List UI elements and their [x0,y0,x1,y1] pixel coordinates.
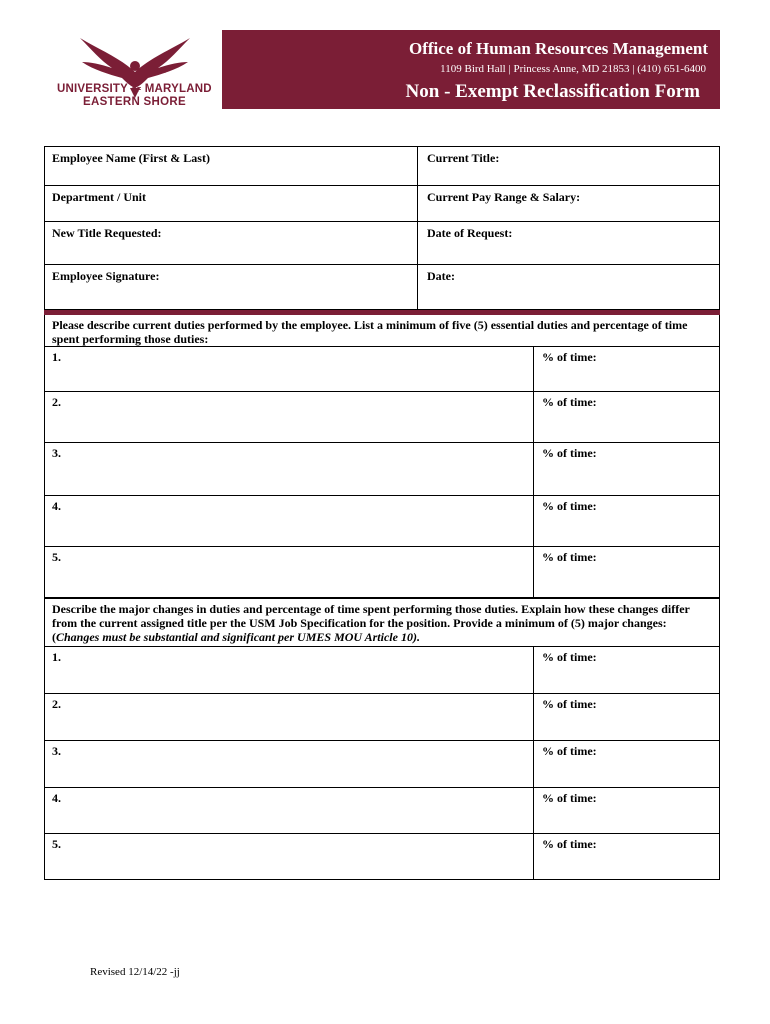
percent-of-time-field[interactable]: % of time: [533,741,720,787]
change-number: 3. [52,744,61,758]
current-pay-field[interactable]: Current Pay Range & Salary: [427,190,581,204]
current-duty-row [45,442,719,495]
percent-of-time-field[interactable]: % of time: [533,834,720,880]
form-title: Non - Exempt Reclassification Form [405,81,700,102]
logo-word-of: OF [131,87,142,94]
percent-of-time-field[interactable]: % of time: [533,443,720,495]
current-duties-instructions: Please describe current duties performed by the employee. List a minimum of five (5) essential duties and percentage of time spent performing those duties: [52,318,688,346]
change-number: 1. [52,650,61,664]
employee-signature-field[interactable]: Employee Signature: [45,265,418,311]
employee-info-table [44,146,720,310]
duty-number: 2. [52,395,61,409]
logo-text-eastern-shore: EASTERN SHORE [83,96,186,108]
current-duty-row [45,495,719,546]
change-number: 4. [52,791,61,805]
current-duty-row [45,346,719,391]
info-row-department [45,186,719,222]
current-duty-row [45,546,719,598]
info-row-new-title [45,222,719,265]
major-change-row [45,646,719,693]
change-number: 2. [52,697,61,711]
major-changes-section [44,598,720,880]
major-change-row [45,833,719,880]
date-of-request-field[interactable]: Date of Request: [427,226,513,240]
info-row-name [45,147,719,186]
percent-of-time-field[interactable]: % of time: [533,547,720,598]
percent-of-time-field[interactable]: % of time: [533,647,720,693]
duty-number: 5. [52,550,61,564]
info-row-signature [45,265,719,311]
major-change-row [45,693,719,740]
current-duties-section [44,315,720,598]
department-field[interactable]: Department / Unit [45,186,418,221]
date-field[interactable]: Date: [427,269,455,283]
change-number: 5. [52,837,61,851]
logo-year-right: 1886 [156,70,166,75]
percent-of-time-field[interactable]: % of time: [533,694,720,740]
logo-text-university [57,83,219,95]
current-duty-row [45,391,719,442]
major-change-row [45,740,719,787]
office-name: Office of Human Resources Management [408,39,708,58]
major-change-row [45,787,719,833]
duty-number: 1. [52,350,61,364]
logo-word-maryland: MARYLAND [144,83,212,95]
logo-word-university: UNIVERSITY [57,83,128,95]
new-title-field[interactable]: New Title Requested: [45,222,418,264]
logo-year-left: 18CO [105,70,117,75]
office-address: 1109 Bird Hall | Princess Anne, MD 21853 | (410) 651-6400 [440,63,706,75]
percent-of-time-field[interactable]: % of time: [533,347,720,391]
major-changes-text: Describe the major changes in duties and percentage of time spent performing those duties. Explain how these changes differ from the current assigned title per the USM Job Specification for the position. Provide a minimum of (5) major changes: ( [52,602,690,644]
current-title-field[interactable]: Current Title: [427,151,500,165]
percent-of-time-field[interactable]: % of time: [533,788,720,833]
percent-of-time-field[interactable]: % of time: [533,392,720,442]
major-changes-note: Changes must be substantial and significant per UMES MOU Article 10). [56,630,420,644]
revision-note: Revised 12/14/22 -jj [90,966,180,978]
employee-name-field[interactable]: Employee Name (First & Last) [45,147,418,185]
percent-of-time-field[interactable]: % of time: [533,496,720,546]
duty-number: 3. [52,446,61,460]
major-changes-instructions [45,599,719,644]
header-banner [222,30,720,109]
duty-number: 4. [52,499,61,513]
